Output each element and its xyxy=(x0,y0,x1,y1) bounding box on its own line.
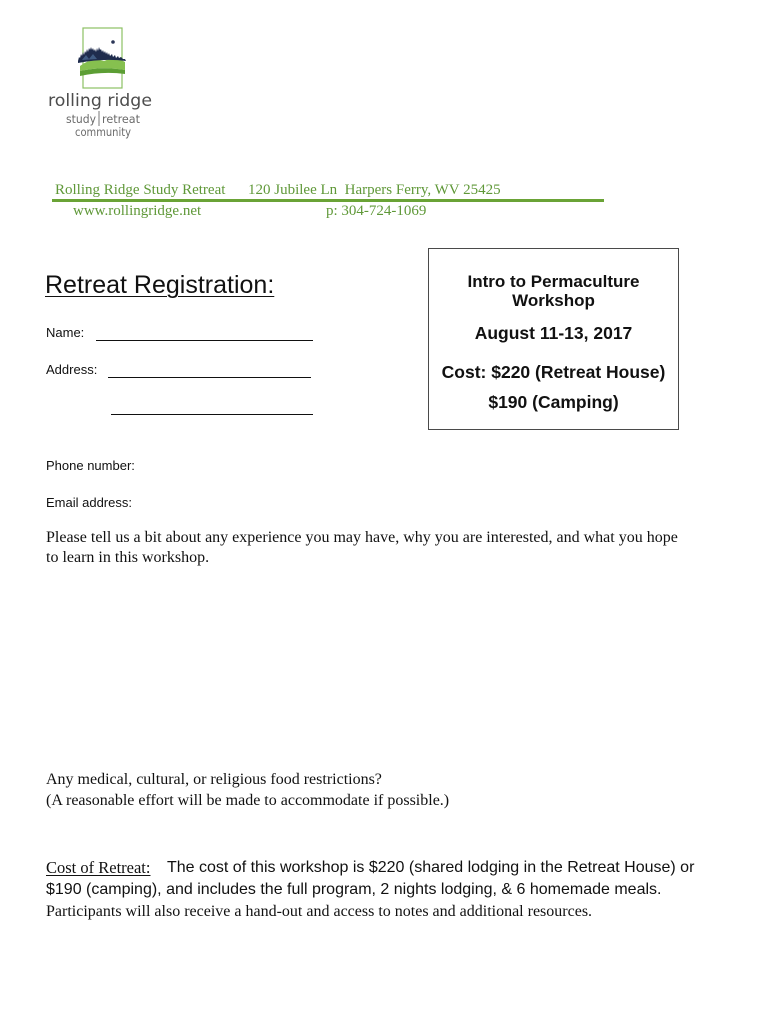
address-label: Address: xyxy=(46,362,98,377)
cost-heading: Cost of Retreat: xyxy=(46,858,151,877)
experience-question-line1: Please tell us a bit about any experience you may have, why you are interested, and what you hope xyxy=(46,529,678,546)
cost-line1: The cost of this workshop is $220 (shared lodging in the Retreat House) or xyxy=(167,859,695,876)
cost-line2: $190 (camping), and includes the full program, 2 nights lodging, & 6 homemade meals. xyxy=(46,881,662,898)
cost-line3: Participants will also receive a hand-out and access to notes and additional resources. xyxy=(46,903,593,920)
email-label: Email address: xyxy=(46,495,132,510)
logo-tagline-study: study xyxy=(66,112,97,126)
logo xyxy=(40,20,165,145)
event-dates: August 11-13, 2017 xyxy=(474,323,633,343)
letterhead-phone: p: 304-724-1069 xyxy=(326,203,427,219)
letterhead-website: www.rollingridge.net xyxy=(73,203,202,219)
food-question-line2: (A reasonable effort will be made to accommodate if possible.) xyxy=(46,792,450,809)
phone-label: Phone number: xyxy=(46,458,135,473)
event-title-line1: Intro to Permaculture xyxy=(467,272,640,291)
food-question-line1: Any medical, cultural, or religious food restrictions? xyxy=(46,771,382,788)
experience-question-line2: to learn in this workshop. xyxy=(46,549,210,566)
letterhead-rule xyxy=(52,199,604,202)
logo-wordmark: rolling ridge xyxy=(48,91,152,111)
event-info-box xyxy=(428,248,679,430)
address-input-line-2[interactable] xyxy=(111,414,313,415)
name-label: Name: xyxy=(46,325,85,340)
letterhead-address: 120 Jubilee Ln Harpers Ferry, WV 25425 xyxy=(248,182,501,198)
event-cost-camping: $190 (Camping) xyxy=(488,392,619,412)
name-input-line[interactable] xyxy=(96,340,313,341)
logo-tagline-retreat: retreat xyxy=(102,112,141,126)
address-input-line-1[interactable] xyxy=(108,377,311,378)
form-title: Retreat Registration: xyxy=(45,271,275,299)
logo-sun-dot xyxy=(111,40,115,44)
logo-tagline-community: community xyxy=(75,125,132,139)
event-cost-retreat-house: Cost: $220 (Retreat House) xyxy=(441,362,666,382)
event-title-line2: Workshop xyxy=(512,291,595,310)
letterhead-organization: Rolling Ridge Study Retreat xyxy=(55,182,226,198)
